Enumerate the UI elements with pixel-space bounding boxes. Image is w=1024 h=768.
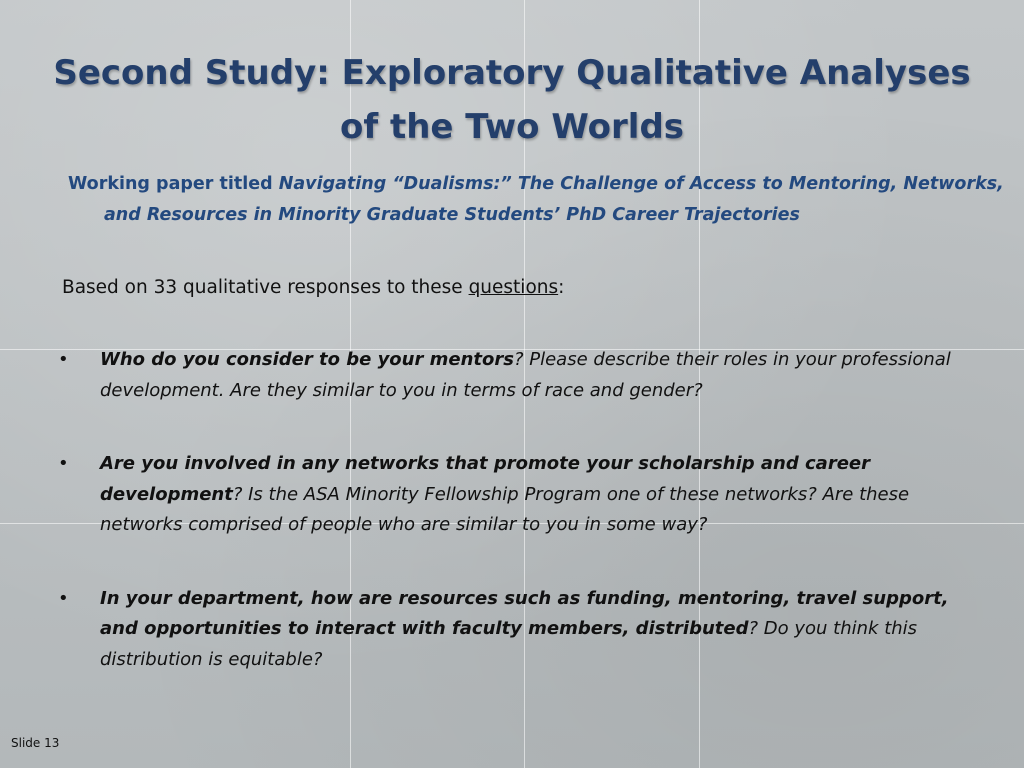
intro-text (62, 273, 962, 303)
question-emphasis: Are you involved in any networks that promote your scholarship and career development (100, 453, 871, 505)
slide-subtitle (68, 169, 1004, 231)
question-list (58, 345, 978, 718)
question-detail: ? Is the ASA Minority Fellowship Program one of these networks? Are these networks comprised of people who are similar to you in some way? (100, 483, 910, 535)
bullet-icon: • (58, 349, 69, 370)
question-detail: ? Please describe their roles in your professional development. Are they similar to you in terms of race and gender? (100, 349, 951, 401)
question-emphasis: In your department, how are resources such as funding, mentoring, travel support, and opportunities to interact with faculty members, distributed (100, 587, 949, 639)
question-item (58, 345, 978, 406)
intro-label: Based on 33 qualitative responses to these (62, 277, 469, 298)
slide-number: Slide 13 (11, 736, 60, 750)
bullet-icon: • (58, 587, 69, 609)
question-item (58, 584, 978, 676)
question-detail: ? Do you think this distribution is equitable? (100, 618, 918, 670)
bullet-icon: • (58, 453, 69, 474)
slide-title: Second Study: Exploratory Qualitative Analyses of the Two Worlds (53, 53, 971, 147)
questions-link[interactable]: questions (468, 277, 559, 298)
intro-colon: : (558, 277, 565, 298)
working-paper-title: Navigating “Dualisms:” The Challenge of Access to Mentoring, Networks, and Resources in Minority Graduate Students’ PhD Career Trajectories (104, 174, 1004, 225)
subtitle-prefix: Working paper titled (68, 174, 279, 194)
question-emphasis: Who do you consider to be your mentors (100, 349, 514, 370)
question-item (58, 449, 978, 541)
